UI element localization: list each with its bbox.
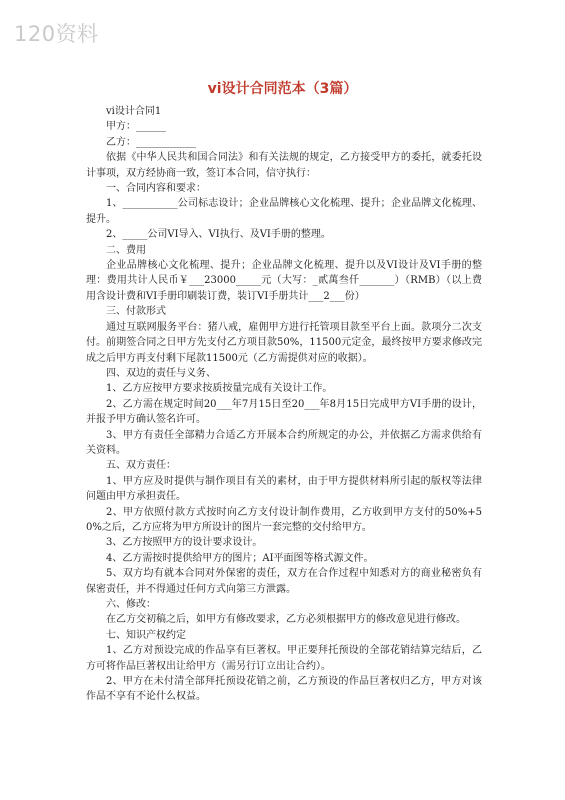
paragraph: 5、双方均有就本合同对外保密的责任，双方在合作过程中知悉对方的商业秘密负有保密责任，并不得通过任何方式向第三方泄露。 (86, 568, 482, 595)
paragraph: 1、乙方对预设完成的作品享有巨著权。甲正要拜托预设的全部花销结算完结后，乙方可将作品巨著权出让给甲方（需另行订立出让合约）。 (86, 645, 482, 672)
paragraph: 一、合同内容和要求： (106, 183, 206, 195)
document-body (86, 104, 482, 705)
paragraph: 2、甲方在未付清全部拜托预设花销之前，乙方预设的作品巨著权归乙方，甲方对该作品不享有不论什么权益。 (86, 676, 482, 703)
paragraph: 4、乙方需按时提供给甲方的图片；AI平面图等格式源文件。 (106, 552, 374, 564)
paragraph: 五、双方责任： (106, 460, 176, 472)
paragraph: 七、知识产权约定 (106, 629, 186, 641)
paragraph: 企业品牌核心文化梳理、提升；企业品牌文化梳理、提升以及VI设计及VI手册的整理：费用共计人民币￥___23000_____元（大写：_貳萬叁仟_______）（RMB）（以上费用含设计费和VI手册印刷装订费，装订VI手册共计___2___份） (86, 260, 482, 302)
paragraph: 乙方：____________ (106, 136, 196, 148)
paragraph: 1、乙方应按甲方要求按质按量完成有关设计工作。 (106, 383, 333, 395)
paragraph: 甲方：______ (106, 121, 166, 133)
paragraph: 2、_____公司VI导入、VI执行、及VI手册的整理。 (106, 229, 331, 241)
paragraph: 1、___________公司标志设计；企业品牌核心文化梳理、提升；企业品牌文化梳理、提升。 (86, 198, 482, 225)
document-title: vi设计合同范本（3篇） (207, 81, 358, 97)
paragraph: 四、双边的责任与义务、 (106, 367, 216, 379)
paragraph: 1、甲方应及时提供与制作项目有关的素材，由于甲方提供材料所引起的版权等法律问题由甲方承担责任。 (86, 475, 482, 503)
paragraph: 2、甲方依照付款方式按时向乙方支付设计制作费用，乙方收到甲方支付的50%+50%之后，乙方应将为甲方所设计的图片一套完整的交付给甲方。 (86, 506, 482, 533)
paragraph: 在乙方交初稿之后，如甲方有修改要求，乙方必须根据甲方的修改意见进行修改。 (106, 614, 466, 626)
paragraph: 三、付款形式 (106, 306, 166, 318)
paragraph: 3、乙方按照甲方的设计要求设计。 (106, 537, 263, 549)
paragraph: 3、甲方有责任全部精力合适乙方开展本合约所规定的办公，并依据乙方需求供给有关资料。 (86, 429, 482, 456)
paragraph: 二、费用 (106, 244, 146, 256)
paragraph: vi设计合同1 (106, 106, 162, 117)
paragraph: 依据《中华人民共和国合同法》和有关法规的规定，乙方接受甲方的委托，就委托设计事项，双方经协商一致，签订本合同，信守执行： (86, 152, 482, 179)
paragraph: 通过互联网服务平台：猪八戒，雇佣甲方进行托管项目款至平台上面。款项分二次支付。前期签合同之日甲方先支付乙方项目款50%，11500元定金，最终按甲方要求修改完成之后甲方再支付剩下尾款11500元（乙方需提供对应的收据）。 (86, 321, 482, 364)
paragraph: 六、修改： (106, 599, 156, 610)
watermark-logo: 120资料 (14, 22, 99, 46)
paragraph: 2、乙方需在规定时间20___年7月15日至20___年8月15日完成甲方VI手册的设计，并报予甲方确认签名许可。 (86, 398, 482, 426)
